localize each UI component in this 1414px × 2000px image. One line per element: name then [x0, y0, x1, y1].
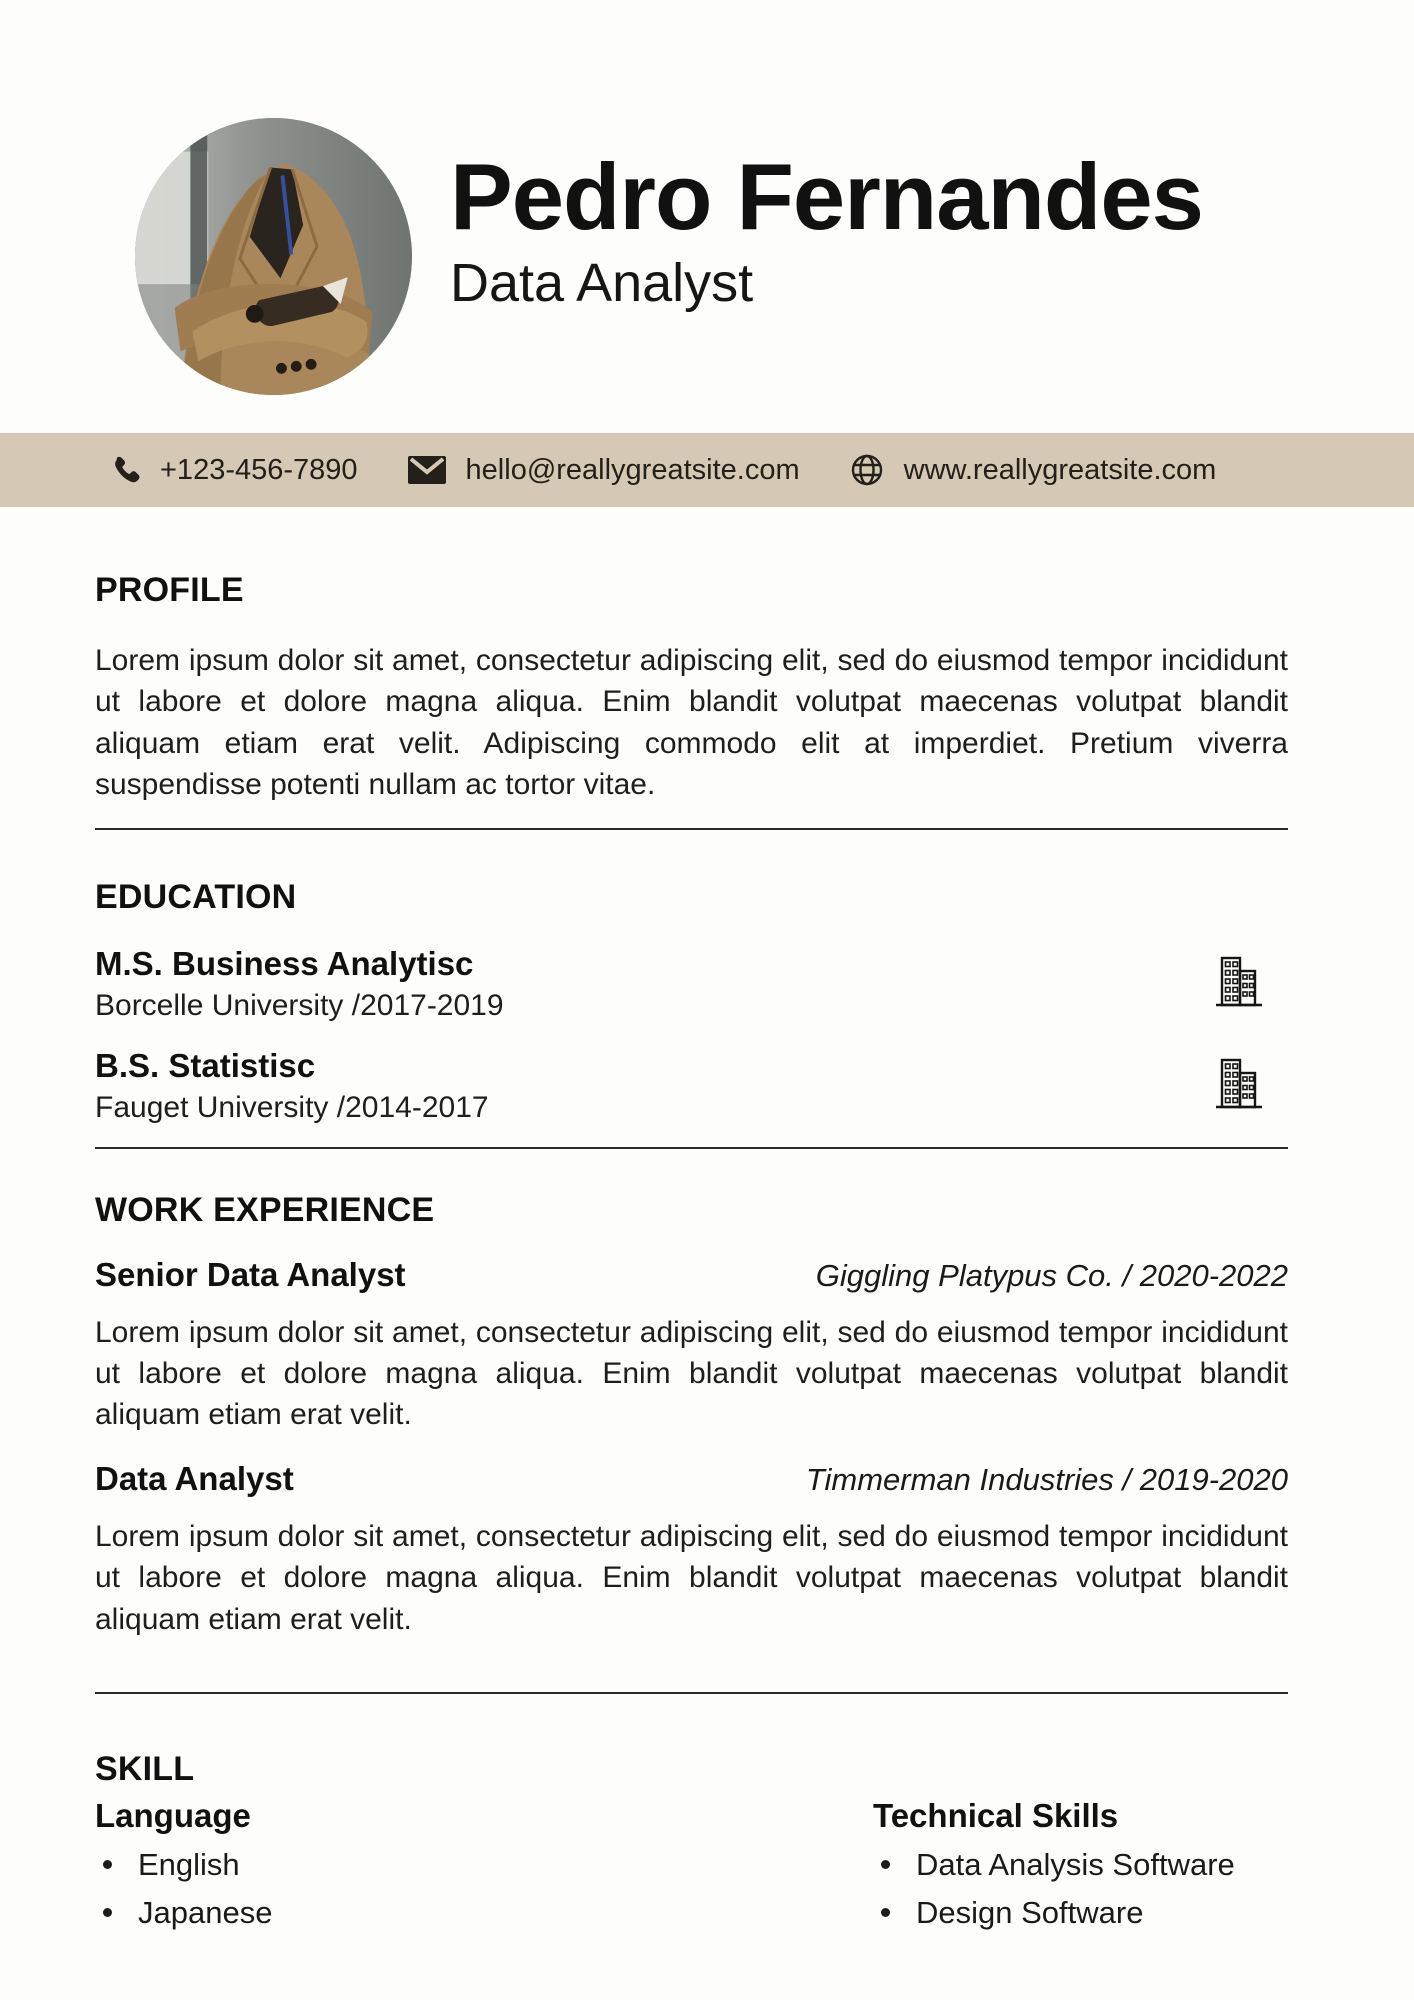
degree-title: M.S. Business Analytisc — [95, 944, 474, 982]
globe-icon — [850, 453, 884, 487]
section-education — [95, 878, 1288, 1125]
job-company-years: Timmerman Industries / 2019-2020 — [805, 1461, 1288, 1497]
divider — [95, 1147, 1288, 1149]
header — [0, 0, 1414, 433]
contact-email — [408, 454, 800, 487]
contact-bar — [0, 433, 1414, 507]
skill-column-language — [95, 1797, 873, 1931]
bullet-icon — [881, 1860, 890, 1869]
section-skills — [95, 1750, 1288, 1931]
divider — [95, 1692, 1288, 1694]
profile-text: Lorem ipsum dolor sit amet, consectetur adipiscing elit, sed do eiusmod tempor incididunt ut labore et dolore magna aliqua. Enim blandit volutpat maecenas volutpat blandit aliquam etiam erat velit. Adipiscing commodo elit at imperdiet. Pretium viverra suspendisse potenti nullam ac tortor vitae. — [95, 644, 1288, 802]
education-heading: EDUCATION — [95, 877, 297, 916]
skill-label: Data Analysis Software — [916, 1846, 1235, 1882]
phone-icon — [110, 455, 140, 485]
job-role: Senior Data Analyst — [95, 1255, 406, 1293]
job-entry — [95, 1256, 1288, 1436]
skills-heading: SKILL — [95, 1749, 195, 1788]
contact-website — [850, 453, 1217, 487]
profile-photo — [135, 118, 412, 395]
skill-label: Japanese — [138, 1894, 273, 1930]
resume-body — [0, 571, 1414, 1931]
skill-item — [95, 1895, 873, 1931]
skill-item — [95, 1847, 873, 1883]
school-and-years: Fauget University /2014-2017 — [95, 1090, 489, 1124]
person-name: Pedro Fernandes — [450, 144, 1203, 249]
education-entry — [95, 945, 1288, 1023]
profile-heading: PROFILE — [95, 571, 244, 609]
bullet-icon — [103, 1860, 112, 1869]
education-entry-text — [95, 1047, 489, 1125]
work-heading: WORK EXPERIENCE — [95, 1190, 435, 1229]
job-entry — [95, 1460, 1288, 1640]
skill-item — [873, 1847, 1288, 1883]
email-address[interactable]: hello@reallygreatsite.com — [465, 453, 800, 486]
skill-column-title: Language — [95, 1796, 251, 1834]
job-header-row — [95, 1256, 1288, 1294]
education-entry-text — [95, 945, 504, 1023]
website-url[interactable]: www.reallygreatsite.com — [903, 453, 1217, 486]
person-job-title: Data Analyst — [450, 252, 754, 313]
email-icon — [408, 456, 446, 484]
skill-column-title: Technical Skills — [873, 1796, 1119, 1834]
bullet-icon — [103, 1908, 112, 1917]
bullet-icon — [881, 1908, 890, 1917]
name-block — [450, 146, 1203, 314]
job-description: Lorem ipsum dolor sit amet, consectetur adipiscing elit, sed do eiusmod tempor incididunt ut labore et dolore magna aliqua. Enim blandit volutpat maecenas volutpat blandit aliquam etiam erat velit. — [95, 1315, 1288, 1432]
skill-label: English — [138, 1846, 240, 1882]
skill-list — [873, 1847, 1288, 1931]
buildings-icon — [1214, 955, 1264, 1012]
skills-columns — [95, 1797, 1288, 1931]
job-role: Data Analyst — [95, 1459, 294, 1497]
job-description: Lorem ipsum dolor sit amet, consectetur adipiscing elit, sed do eiusmod tempor incididunt ut labore et dolore magna aliqua. Enim blandit volutpat maecenas volutpat blandit aliquam etiam erat velit. — [95, 1519, 1288, 1636]
education-entry — [95, 1047, 1288, 1125]
divider — [95, 828, 1288, 830]
skill-label: Design Software — [916, 1894, 1144, 1930]
degree-title: B.S. Statistisc — [95, 1046, 316, 1084]
section-profile — [95, 571, 1288, 806]
buildings-icon — [1214, 1057, 1264, 1114]
profile-photo-illustration — [135, 118, 412, 395]
contact-phone — [110, 454, 358, 487]
school-and-years: Borcelle University /2017-2019 — [95, 988, 504, 1022]
skill-column-technical — [873, 1797, 1288, 1931]
job-company-years: Giggling Platypus Co. / 2020-2022 — [815, 1257, 1288, 1293]
job-header-row — [95, 1460, 1288, 1498]
phone-number[interactable]: +123-456-7890 — [160, 453, 358, 486]
section-work-experience — [95, 1191, 1288, 1640]
skill-item — [873, 1895, 1288, 1931]
skill-list — [95, 1847, 873, 1931]
